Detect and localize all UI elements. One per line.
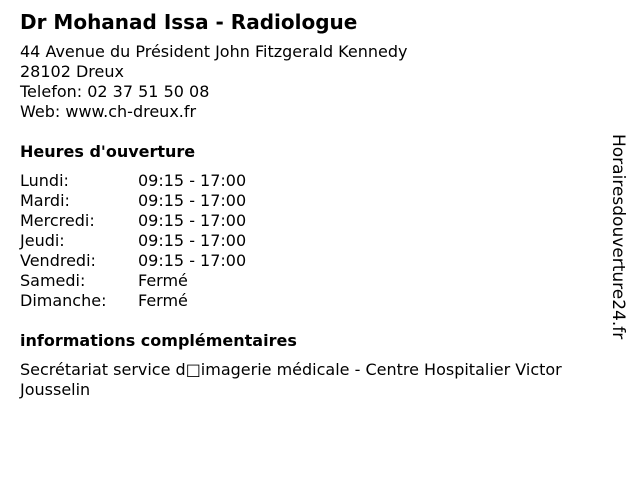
day-label: Mardi: bbox=[20, 191, 70, 210]
business-listing bbox=[20, 10, 610, 400]
hours-value: 09:15 - 17:00 bbox=[138, 171, 247, 190]
table-row bbox=[20, 271, 246, 291]
hours-value: 09:15 - 17:00 bbox=[138, 251, 247, 270]
website: Web: www.ch-dreux.fr bbox=[20, 102, 197, 121]
day-label: Lundi: bbox=[20, 171, 69, 190]
day-label: Jeudi: bbox=[20, 231, 65, 250]
table-row bbox=[20, 231, 246, 251]
phone-number: Telefon: 02 37 51 50 08 bbox=[20, 82, 210, 101]
additional-info-text: Secrétariat service d□imagerie médicale - Centre Hospitalier Victor Jousselin bbox=[20, 360, 562, 399]
day-label: Dimanche: bbox=[20, 291, 107, 310]
table-row bbox=[20, 191, 246, 211]
table-row bbox=[20, 211, 246, 231]
hours-value: 09:15 - 17:00 bbox=[138, 231, 247, 250]
opening-hours-heading: Heures d'ouverture bbox=[20, 142, 196, 161]
hours-value: 09:15 - 17:00 bbox=[138, 211, 247, 230]
address-street: 44 Avenue du Président John Fitzgerald Kennedy bbox=[20, 42, 408, 61]
day-label: Vendredi: bbox=[20, 251, 96, 270]
table-row bbox=[20, 291, 246, 311]
day-label: Mercredi: bbox=[20, 211, 95, 230]
page-title: Dr Mohanad Issa - Radiologue bbox=[20, 10, 358, 34]
table-row bbox=[20, 171, 246, 191]
site-watermark: Horairesdouverture24.fr bbox=[608, 134, 628, 340]
day-label: Samedi: bbox=[20, 271, 86, 290]
additional-info-heading: informations complémentaires bbox=[20, 331, 297, 350]
address-city: 28102 Dreux bbox=[20, 62, 124, 81]
hours-value: Fermé bbox=[138, 271, 188, 290]
hours-value: Fermé bbox=[138, 291, 188, 310]
table-row bbox=[20, 251, 246, 271]
contact-block bbox=[20, 42, 610, 122]
opening-hours-table bbox=[20, 171, 246, 311]
hours-value: 09:15 - 17:00 bbox=[138, 191, 247, 210]
